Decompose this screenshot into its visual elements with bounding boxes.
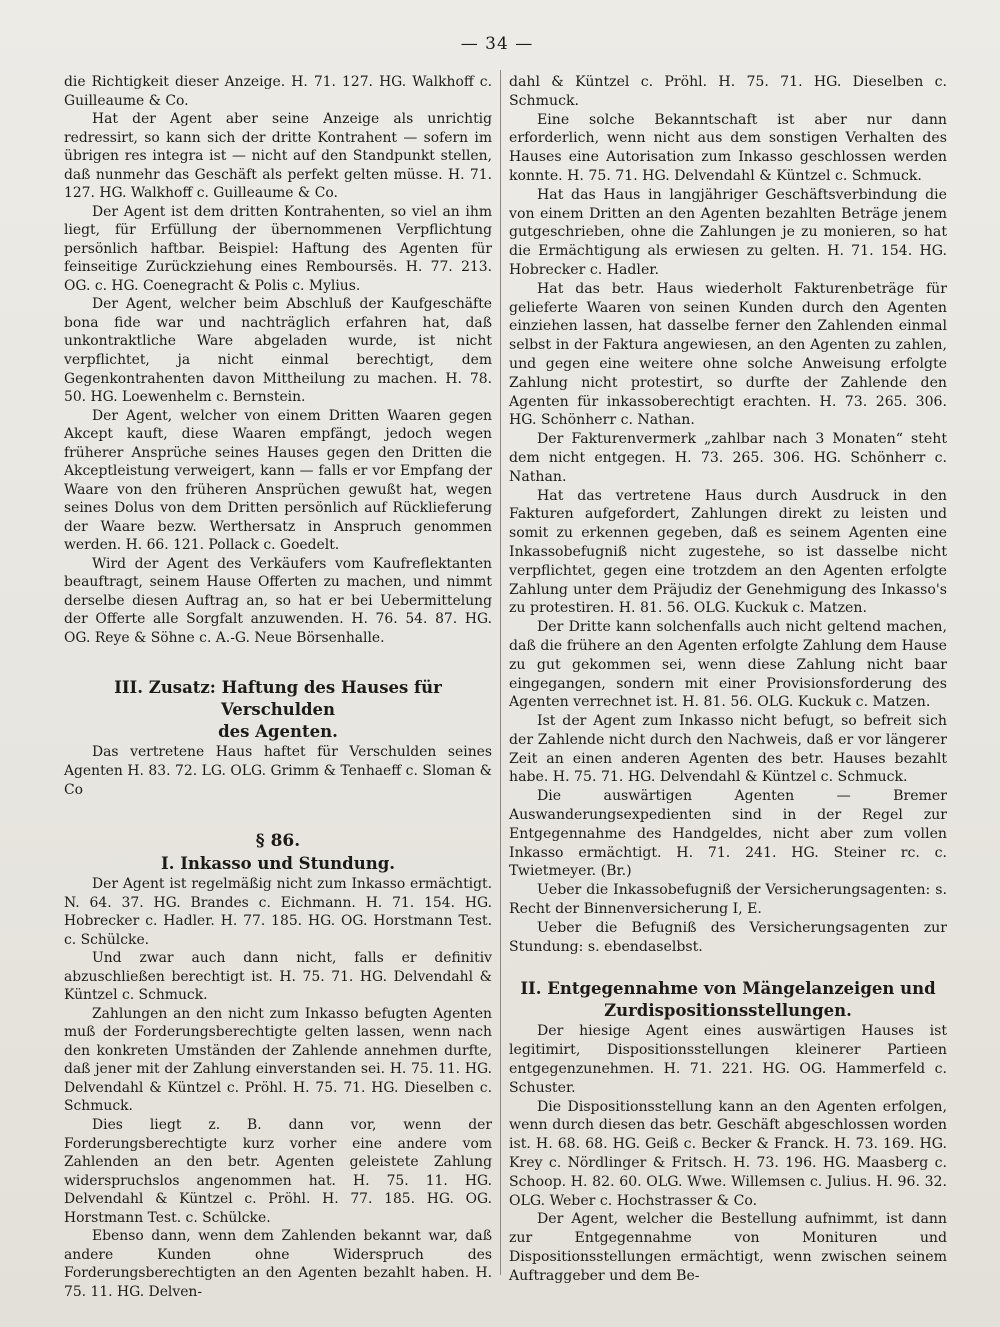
paragraph: Eine solche Bekanntschaft ist aber nur dann erforderlich, wenn nicht aus dem sonstigen Verhalten des Hauses eine Autorisation zum Inkasso geschlossen werden konnte. H. 75. 71. HG. Delvendahl & Küntzel c. Schmuck. [509,111,947,184]
section-heading: II. Entgegennahme von Mängelanzeigen und [520,979,936,999]
paragraph: Ueber die Inkassobefugniß der Versicherungsagenten: s. Recht der Binnenversicherung I, E. [509,882,947,918]
paragraph: Der Agent, welcher die Bestellung aufnimmt, ist dann zur Entgegennahme von Monituren und Dispositionsstellungen ermächtigt, wenn zwischen seinem Auftraggeber und dem Be- [509,1211,947,1284]
paragraph: Der Dritte kann solchenfalls auch nicht geltend machen, daß die frühere an den Agenten erfolgte Zahlung dem Hause zu gut gekommen sei, wenn diese Zahlung nicht baar eingegangen, sondern mit einer Provisionsforderung des Agenten verrechnet ist. H. 81. 56. OLG. Kuckuk c. Matzen. [509,619,947,711]
paragraph: Der Agent ist regelmäßig nicht zum Inkasso ermächtigt. N. 64. 37. HG. Brandes c. Eichmann. H. 71. 154. HG. Hobrecker c. Hadler. H. 77. 185. HG. OG. Horstmann Test. c. Schülcke. [64,876,492,948]
left-column [64,73,492,1301]
paragraph: Dies liegt z. B. dann vor, wenn der Forderungsberechtigte kurz vorher eine andere vom Zahlenden an den betr. Agenten geleistete Zahlung widerspruchslos angenommen hat. H. 75. 11. HG. Delvendahl & Küntzel c. Pröhl. H. 77. 185. HG. OG. Horstmann Test. c. Schülcke. [64,1116,492,1226]
page-number: — 34 — [460,34,534,54]
paragraph: Hat der Agent aber seine Anzeige als unrichtig redressirt, so kann sich der dritte Kontrahent — sofern im übrigen res integra ist — nicht auf den Standpunkt stellen, daß nunmehr das Geschäft als perfekt gelten müsse. H. 71. 127. HG. Walkhoff c. Guilleaume & Co. [64,111,492,202]
paragraph: Hat das betr. Haus wiederholt Fakturenbeträge für gelieferte Waaren von seinen Kunden durch den Agenten einziehen lassen, hat dasselbe ferner den Zahlenden einmal selbst in der Faktura angewiesen, an den Agenten zu zahlen, und gegen eine weitere ohne solche Anweisung erfolgte Zahlung nicht protestirt, so durfte der Zahlende den Agenten für inkassoberechtigt erachten. H. 73. 265. 306. HG. Schönherr c. Nathan. [509,280,947,429]
section-heading: Zurdispositionsstellungen. [604,1001,852,1021]
paragraph: Zahlungen an den nicht zum Inkasso befugten Agenten muß der Forderungsberechtigte gelten lassen, wenn nach den konkreten Umständen der Zahlende annehmen durfte, daß jener mit der Zahlung einverstanden sei. H. 75. 11. HG. Delvendahl & Küntzel c. Pröhl. H. 75. 71. HG. Dieselben c. Schmuck. [64,1005,492,1115]
paragraph: Ist der Agent zum Inkasso nicht befugt, so befreit sich der Zahlende nicht durch den Nachweis, daß er vor längerer Zeit an einen anderen Agenten des betr. Hauses bezahlt habe. H. 75. 71. HG. Delvendahl & Küntzel c. Schmuck. [509,713,947,786]
paragraph: dahl & Küntzel c. Pröhl. H. 75. 71. HG. Dieselben c. Schmuck. [509,74,947,109]
right-column [509,73,947,1286]
paragraph: Der Agent, welcher beim Abschluß der Kaufgeschäfte bona fide war und nachträglich erfahren hat, daß unkontraktliche Ware abgeladen wurde, ist nicht verpflichtet, ja nicht einmal berechtigt, dem Gegenkontrahenten davon Mittheilung zu machen. H. 78. 50. HG. Loewenhelm c. Bernstein. [64,296,492,406]
paragraph: Die Dispositionsstellung kann an den Agenten erfolgen, wenn durch diesen das betr. Geschäft abgeschlossen worden ist. H. 68. 68. HG. Geiß c. Becker & Franck. H. 73. 169. HG. Krey c. Nördlinger & Fritsch. H. 73. 196. HG. Maasberg c. Schoop. H. 82. 60. OLG. Wwe. Willemsen c. Julius. H. 96. 32. OLG. Weber c. Hochstrasser & Co. [509,1098,947,1209]
paragraph: Der hiesige Agent eines auswärtigen Hauses ist legitimirt, Dispositionsstellungen kleinerer Partieen entgegenzunehmen. H. 71. 221. HG. OG. Hammerfeld c. Schuster. [509,1023,947,1096]
column-divider [500,70,501,1275]
section-heading: des Agenten. [218,722,338,742]
paragraph: Hat das vertretene Haus durch Ausdruck in den Fakturen aufgefordert, Zahlungen direkt zu leisten und somit zu erkennen gegeben, daß es seinem Agenten eine Inkassobefugniß nicht zugestehe, so ist dasselbe nicht verpflichtet, gegen eine trotzdem an den Agenten erfolgte Zahlung unter dem Präjudiz der Genehmigung des Inkasso's zu protestiren. H. 81. 56. OLG. Kuckuk c. Matzen. [509,487,947,617]
paragraph: Hat das Haus in langjähriger Geschäftsverbindung die von einem Dritten an den Agenten bezahlten Beträge jenem gutgeschrieben, ohne die Zahlungen je zu monieren, so hat die Ermächtigung als erwiesen zu gelten. H. 71. 154. HG. Hobrecker c. Hadler. [509,186,947,278]
section-number: § 86. [255,831,301,852]
paragraph: Wird der Agent des Verkäufers vom Kaufreflektanten beauftragt, seinem Hause Offerten zu machen, und nimmt derselbe diesen Auftrag an, so hat er bei Uebermittelung der Offerte alle Sorgfalt anzuwenden. H. 76. 54. 87. HG. OG. Reye & Söhne c. A.-G. Neue Börsenhalle. [64,555,492,646]
paragraph: Der Agent ist dem dritten Kontrahenten, so viel an ihm liegt, für Erfüllung der übernommenen Verpflichtung persönlich haftbar. Beispiel: Haftung des Agenten für feinseitige Zurückziehung eines Remboursës. H. 77. 213. OG. c. HG. Coenegracht & Polis c. Mylius. [64,203,492,294]
section-heading: III. Zusatz: Haftung des Hauses für Verschulden [114,678,442,720]
paragraph: Die auswärtigen Agenten — Bremer Auswanderungsexpedienten sind in der Regel zur Entgegennahme des Handgeldes, nicht aber zum vollen Inkasso ermächtigt. H. 71. 241. HG. Steiner rc. c. Twietmeyer. (Br.) [509,788,947,880]
paragraph: Der Fakturenvermerk „zahlbar nach 3 Monaten“ steht dem nicht entgegen. H. 73. 265. 306. HG. Schönherr c. Nathan. [509,431,947,485]
paragraph: Ebenso dann, wenn dem Zahlenden bekannt war, daß andere Kunden ohne Widerspruch des Forderungsberechtigten an den Agenten bezahlt haben. H. 75. 11. HG. Delven- [64,1228,492,1300]
paragraph: Ueber die Befugniß des Versicherungsagenten zur Stundung: s. ebendaselbst. [509,919,947,955]
paragraph: Der Agent, welcher von einem Dritten Waaren gegen Akcept kauft, diese Waaren empfängt, jedoch wegen früherer Ansprüche seines Hauses gegen den Dritten die Akceptleistung verweigert, kann — falls er vor Empfang der Waare von den früheren Ansprüchen gewußt hat, wegen seines Dolus von dem Dritten persönlich auf Rücklieferung der Waare bezw. Werthersatz in Anspruch genommen werden. H. 66. 121. Pollack c. Goedelt. [64,407,492,554]
paragraph: die Richtigkeit dieser Anzeige. H. 71. 127. HG. Walkhoff c. Guilleaume & Co. [64,74,492,109]
section-heading: I. Inkasso und Stundung. [161,854,395,874]
paragraph: Und zwar auch dann nicht, falls er definitiv abzuschließen berechtigt ist. H. 75. 71. HG. Delvendahl & Küntzel c. Schmuck. [64,950,492,1004]
paragraph: Das vertretene Haus haftet für Verschulden seines Agenten H. 83. 72. LG. OLG. Grimm & Tenhaeff c. Sloman & Co [64,744,492,798]
